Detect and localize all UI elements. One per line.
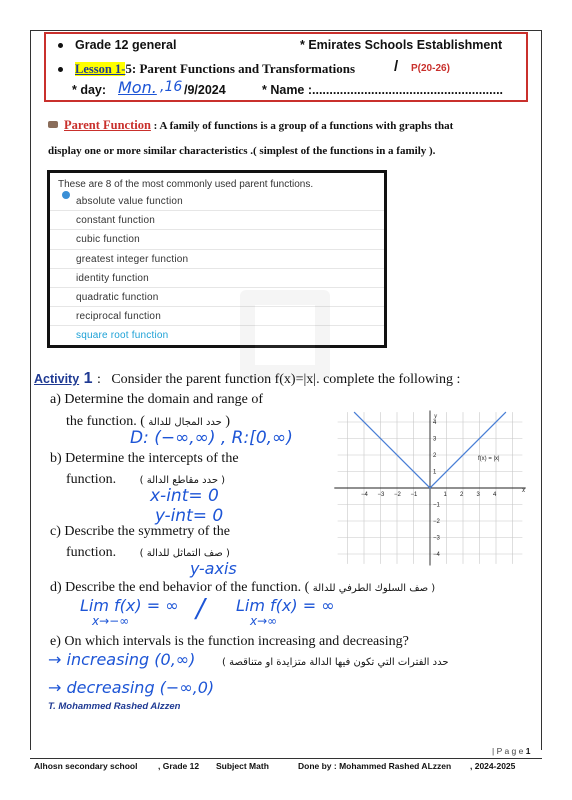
list-item: greatest integer function — [50, 250, 384, 269]
x-tick-label: 1 — [443, 492, 447, 498]
x-tick-label: −3 — [377, 492, 385, 498]
activity-prompt: Consider the parent function f(x)=|x|. complete the following : — [111, 372, 461, 387]
answer-e-increasing: → increasing (0,∞) — [48, 650, 196, 669]
footer-done-by: Done by : Mohammed Rashed ALzzen — [298, 761, 452, 771]
x-tick-label: −4 — [361, 492, 368, 498]
list-item: reciprocal function — [50, 307, 384, 326]
bullet-icon — [58, 43, 63, 48]
lesson-label: Lesson 1- — [75, 62, 126, 76]
answer-c: y-axis — [190, 559, 237, 578]
date-rest: /9/2024 — [184, 83, 226, 97]
name-field: * Name :....................................................... — [262, 83, 504, 97]
absolute-value-graph — [330, 410, 530, 570]
list-item: identity function — [50, 269, 384, 288]
x-tick-label: −2 — [394, 492, 401, 498]
y-tick-label: −2 — [433, 519, 440, 525]
school-name: * Emirates Schools Establishment — [300, 38, 503, 52]
list-item: constant function — [50, 211, 384, 230]
footer-rule — [30, 758, 542, 759]
y-axis-letter: y — [434, 412, 438, 420]
list-item: quadratic function — [50, 288, 384, 307]
question-e-line: e) On which intervals is the function increasing and decreasing? — [50, 634, 409, 649]
header-lesson-line — [58, 61, 355, 77]
function-list-heading: These are 8 of the most commonly used parent functions. — [58, 179, 314, 190]
grade-text: Grade 12 general — [75, 38, 177, 52]
answer-b-y: y-int= 0 — [155, 506, 224, 526]
question-b-text: function. — [66, 472, 117, 487]
lesson-title: 5: Parent Functions and Transformations — [125, 61, 356, 76]
answer-b-x: x-int= 0 — [150, 486, 219, 506]
answer-d1-sub: x→−∞ — [92, 614, 130, 628]
header-grade-line — [58, 38, 176, 52]
question-a-line1: a) Determine the domain and range of — [50, 392, 264, 407]
footer-subject: Subject Math — [216, 761, 269, 771]
definition-line1 — [64, 113, 453, 138]
question-a-close: ) — [225, 414, 231, 429]
definition-text1: : A family of functions is a group of a functions with graphs that — [153, 120, 454, 132]
y-tick-label: −1 — [433, 502, 440, 509]
y-tick-label: 4 — [433, 420, 437, 426]
function-label: f(x) = |x| — [478, 456, 500, 462]
activity-colon: : — [96, 372, 101, 387]
question-c-text: function. — [66, 545, 117, 560]
answer-a: D: (−∞,∞) , R:[0,∞) — [130, 428, 293, 448]
lesson-slash: / — [394, 58, 399, 75]
question-a-arabic: حدد المجال للدالة — [148, 417, 222, 428]
footer-school: Alhosn secondary school — [34, 761, 138, 771]
y-tick-label: −3 — [433, 535, 440, 542]
question-c-line1: c) Describe the symmetry of the — [50, 524, 230, 539]
question-d-arabic: صف السلوك الطرفي للدالة ) — [312, 583, 436, 594]
x-tick-label: 2 — [460, 492, 464, 498]
y-tick-label: 2 — [433, 453, 437, 459]
info-icon — [62, 191, 70, 199]
x-axis-letter: x — [522, 486, 526, 494]
answer-d2-sub: x→∞ — [250, 614, 278, 628]
author-name: T. Mohammed Rashed Alzzen — [48, 701, 181, 712]
question-c-arabic: ( صف التماثل للدالة ) — [139, 548, 230, 559]
lesson-pages: P(20-26) — [411, 63, 450, 74]
page-number: 1 — [525, 746, 531, 756]
y-tick-label: −4 — [433, 552, 440, 558]
question-d-text: d) Describe the end behavior of the function. ( — [50, 580, 310, 595]
footer-year: , 2024-2025 — [470, 761, 516, 771]
page-indicator — [492, 746, 530, 756]
parent-function-title: Parent Function — [64, 118, 151, 132]
x-tick-label: 4 — [493, 492, 497, 498]
question-b-line1: b) Determine the intercepts of the — [50, 451, 239, 466]
activity-heading — [34, 370, 460, 388]
list-item: square root function — [76, 330, 169, 342]
question-b-arabic: ( حدد مقاطع الدالة ) — [139, 475, 226, 486]
page-label: | P a g e — [492, 746, 524, 756]
definition-line2: display one or more similar characteristics .( simplest of the functions in a family ). — [48, 145, 436, 157]
footer-grade: , Grade 12 — [158, 761, 200, 771]
question-e-arabic: ( حدد الفترات التي تكون فيها الدالة متزايدة او متناقصة — [222, 657, 449, 668]
question-a-text: the function. ( — [66, 414, 145, 429]
day-value: Mon. — [118, 78, 157, 97]
activity-label: Activity — [34, 372, 80, 386]
x-tick-label: −1 — [410, 492, 418, 498]
book-icon — [48, 121, 58, 128]
y-tick-label: 3 — [433, 436, 437, 443]
list-item: cubic function — [50, 230, 384, 249]
answer-e-decreasing: → decreasing (−∞,0) — [48, 678, 215, 697]
bullet-icon — [58, 67, 63, 72]
activity-number: 1 — [83, 370, 93, 387]
y-tick-label: 1 — [433, 469, 437, 476]
date-day: ,16 — [160, 79, 183, 95]
answer-d2: Lim f(x) = ∞ — [236, 596, 335, 615]
list-item: absolute value function — [50, 192, 384, 211]
day-label: * day: — [72, 83, 107, 97]
question-d-line — [50, 580, 435, 596]
answer-d1: Lim f(x) = ∞ — [80, 596, 179, 615]
x-tick-label: 3 — [476, 492, 480, 498]
answer-d-divider: / — [196, 594, 205, 624]
